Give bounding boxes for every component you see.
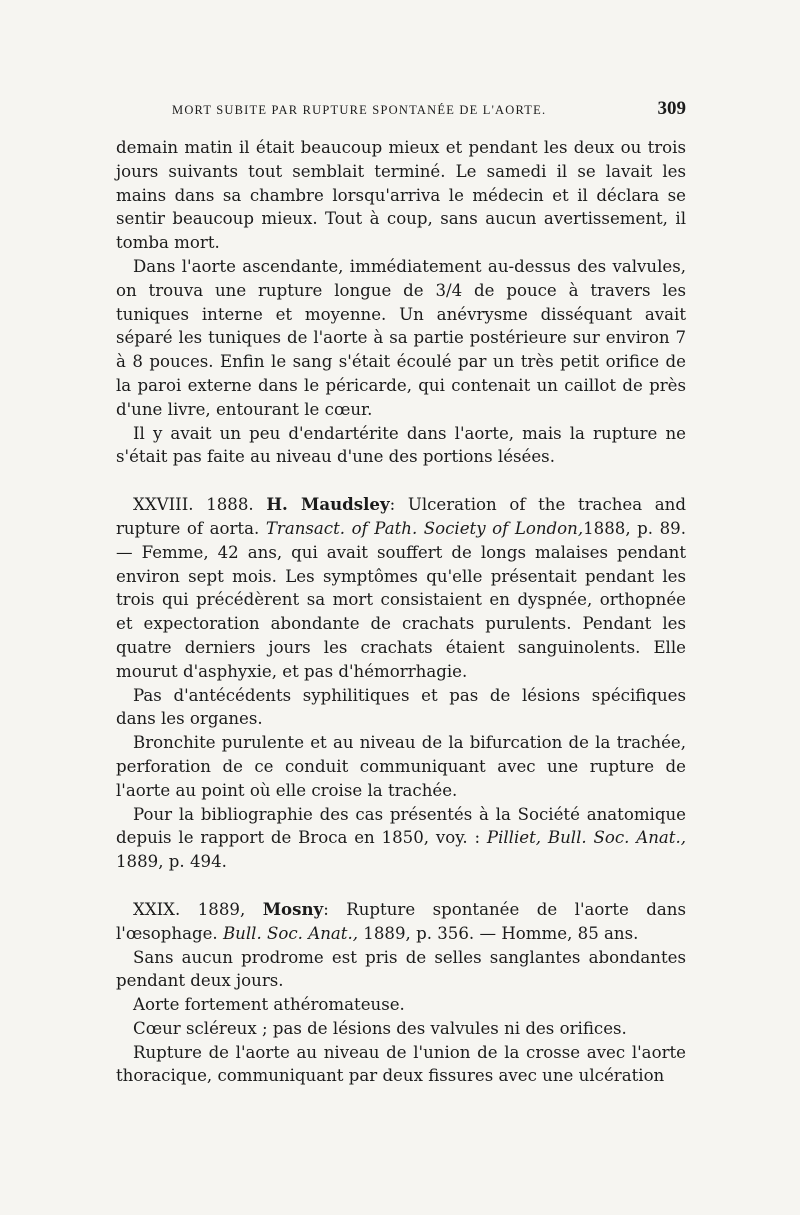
paragraph: Il y avait un peu d'endartérite dans l'aorte, mais la rupture ne s'était pas faite au niveau d'une des portions lésées. bbox=[116, 423, 686, 467]
paragraph: demain matin il était beaucoup mieux et pendant les deux ou trois jours suivants tout semblait terminé. Le samedi il se lavait les mains dans sa chambre lorsqu'arriva le médecin et il déclara se sentir beaucoup mieux. Tout à coup, sans aucun avertissement, il tomba mort. bbox=[116, 138, 686, 253]
case-author: Mosny bbox=[262, 898, 324, 919]
case-summary: 1888, p. 89. — Femme, 42 ans, qui avait souffert de longs malaises pendant environ sept mois. Les symptômes qu'elle présentait pendant les trois qui précédèrent sa mort consistaient en dyspnée, orthopnée et expectoration abondante de crachats purulents. Pendant les quatre derniers jours les crachats étaient sanguinolents. Elle mourut d'asphyxie, et pas d'hémorrhagie. bbox=[116, 518, 687, 681]
case-number: XXVIII. 1888. bbox=[133, 495, 254, 515]
case-title: : Ulceration of the trachea and rupture of aorta. bbox=[116, 495, 686, 538]
paragraph: Cœur scléreux ; pas de lésions des valvules ni des orifices. bbox=[133, 1018, 627, 1038]
case-journal: Transact. of Path. Society of London, bbox=[265, 518, 584, 538]
case-heading bbox=[116, 898, 686, 946]
paragraph: Pas d'antécédents syphilitiques et pas de lésions spécifiques dans les organes. bbox=[116, 685, 686, 729]
bibliography-text: Pour la bibliographie des cas présentés à la Société anatomique depuis le rapport de Broca en 1850, voy. : bbox=[116, 804, 686, 848]
case-author: H. Maudsley bbox=[266, 494, 390, 515]
paragraph: Bronchite purulente et au niveau de la bifurcation de la trachée, perforation de ce conduit communiquant avec une rupture de l'aorte au point où elle croise la trachée. bbox=[116, 733, 686, 800]
running-title: MORT SUBITE PAR RUPTURE SPONTANÉE DE L'AORTE. bbox=[172, 103, 547, 117]
case-journal: Bull. Soc. Anat., bbox=[222, 923, 359, 943]
page-number: 309 bbox=[657, 98, 686, 119]
page-header bbox=[116, 98, 686, 128]
paragraph: Aorte fortement athéromateuse. bbox=[133, 995, 405, 1015]
case-title: : Rupture spontanée de l'aorte dans l'œsophage. bbox=[116, 899, 686, 943]
case-summary: 1889, p. 356. — Homme, 85 ans. bbox=[363, 923, 639, 943]
case-continuation bbox=[116, 136, 686, 469]
paragraph: Dans l'aorte ascendante, immédiatement au-dessus des valvules, on trouva une rupture longue de 3/4 de pouce à travers les tuniques interne et moyenne. Un anévrysme disséquant avait séparé les tuniques de l'aorte à sa partie postérieure sur environ 7 à 8 pouces. Enfin le sang s'était écoulé par un très petit orifice de la paroi externe dans le péricarde, qui contenait un caillot de près d'une livre, entourant le cœur. bbox=[116, 256, 686, 419]
case-xxix bbox=[116, 898, 686, 1088]
bibliography-page: 1889, p. 494. bbox=[116, 852, 227, 872]
paragraph: Sans aucun prodrome est pris de selles sanglantes abondantes pendant deux jours. bbox=[116, 947, 686, 991]
bibliography-paragraph bbox=[116, 803, 686, 874]
case-xxviii bbox=[116, 493, 686, 874]
case-heading bbox=[116, 493, 686, 683]
case-number: XXIX. 1889, bbox=[133, 899, 246, 919]
paragraph: Rupture de l'aorte au niveau de l'union de la crosse avec l'aorte thoracique, communiquant par deux fissures avec une ulcération bbox=[116, 1042, 686, 1086]
book-page bbox=[116, 98, 686, 1088]
bibliography-ref: Pilliet, Bull. Soc. Anat., bbox=[486, 828, 686, 848]
